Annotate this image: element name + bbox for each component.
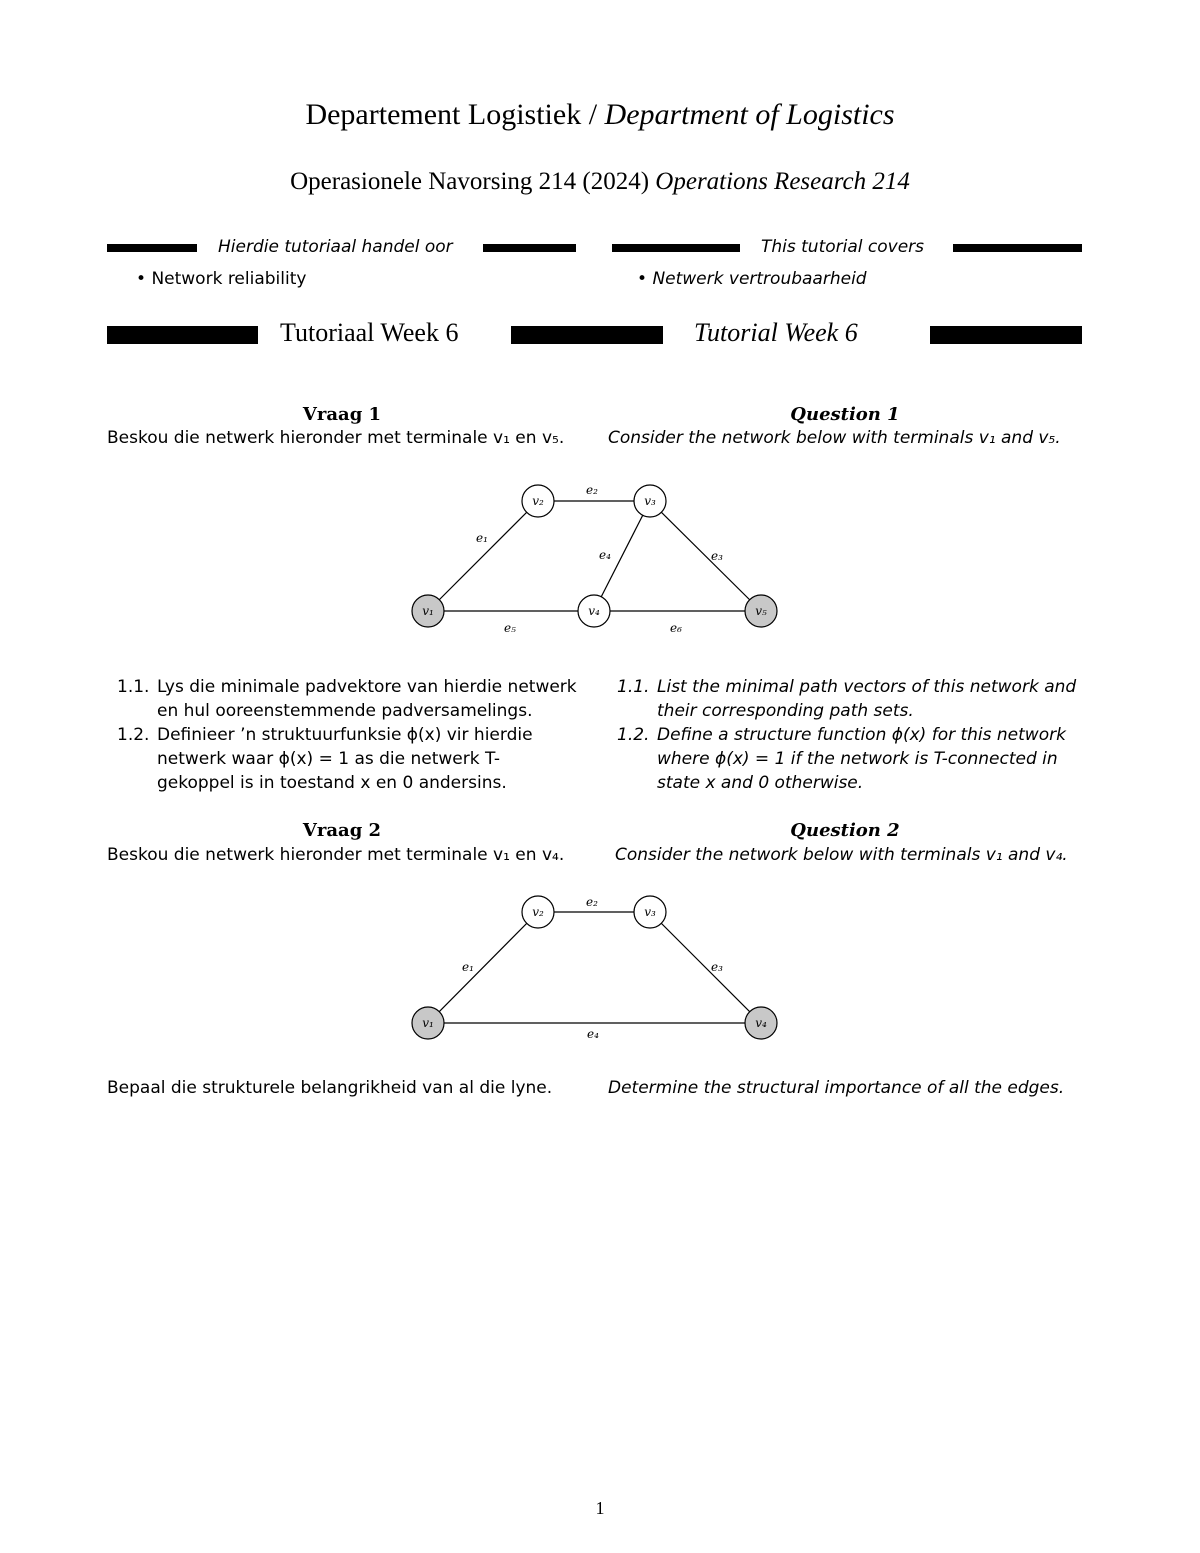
item-number: 1.1. [617,677,650,697]
list-item [107,723,577,795]
question1-items-af [107,675,577,795]
question2-heading-af: Vraag 2 [302,820,382,841]
edge-label-e3: e₃ [711,960,723,974]
list-item [107,675,577,723]
item-number: 1.1. [117,677,150,697]
item-number: 1.2. [617,725,650,745]
edge-label-e1: e₁ [462,960,474,974]
node-label-v4: v₄ [755,1016,767,1030]
list-item [607,723,1081,795]
edge-label-e4: e₄ [587,1027,599,1041]
item-text: Define a structure function ϕ(x) for this network where ϕ(x) = 1 if the network is T-connected in state x and 0 otherwise. [657,725,1066,793]
question1-text-en: Consider the network below with terminals v₁ and v₅. [608,428,1061,448]
title-en: Department of Logistics [604,98,895,131]
topic-bullet-right [637,269,867,289]
question2-text-en: Consider the network below with terminals v₁ and v₄. [615,845,1068,865]
divider-bar [107,326,258,344]
page-number: 1 [595,1498,605,1518]
network-diagram-1 [380,470,820,650]
question2-heading-en: Question 2 [790,820,900,841]
divider-bar [107,244,197,252]
title-af: Departement Logistiek / [305,98,598,131]
divider-bar [511,326,663,344]
bullet-icon: • [637,269,648,289]
node-label-v2: v₂ [532,494,544,508]
edge-label-e6: e₆ [670,621,682,635]
item-text: List the minimal path vectors of this network and their corresponding path sets. [657,677,1077,721]
node-label-v4: v₄ [588,604,600,618]
edge-e1 [428,912,538,1023]
edge-label-e5: e₅ [504,621,516,635]
question1-heading-af: Vraag 1 [302,404,382,425]
node-label-v5: v₅ [755,604,767,618]
item-text: Definieer ’n struktuurfunksie ϕ(x) vir hierdie netwerk waar ϕ(x) = 1 as die netwerk T-gekoppel is in toestand x en 0 andersins. [157,725,533,793]
covers-label-af: Hierdie tutoriaal handel oor [218,237,453,257]
edge-e1 [428,501,538,611]
edge-e3 [650,912,761,1023]
question2-text-af: Beskou die netwerk hieronder met terminale v₁ en v₄. [107,845,565,865]
divider-bar [612,244,740,252]
network-diagram-2 [380,880,820,1060]
subtitle-en: Operations Research 214 [655,168,910,195]
edge-e3 [650,501,761,611]
item-number: 1.2. [117,725,150,745]
list-item [607,675,1081,723]
question1-heading-en: Question 1 [790,404,900,425]
edge-label-e4: e₄ [599,548,611,562]
bullet-icon: • [136,269,147,289]
week-title-en: Tutorial Week 6 [694,318,858,347]
edge-label-e1: e₁ [476,531,488,545]
question1-text-af: Beskou die netwerk hieronder met terminale v₁ en v₅. [107,428,565,448]
divider-bar [483,244,576,252]
edge-label-e2: e₂ [586,483,598,497]
covers-label-en: This tutorial covers [761,237,925,257]
topic-text: Netwerk vertroubaarheid [652,269,867,289]
question1-items-en [607,675,1081,795]
week-title-af: Tutoriaal Week 6 [280,318,459,347]
item-text: Lys die minimale padvektore van hierdie netwerk en hul ooreenstemmende padversamelings. [157,677,577,721]
topic-text: Network reliability [151,269,307,289]
node-label-v3: v₃ [644,494,656,508]
page-title [0,98,1200,132]
page-subtitle [0,168,1200,196]
node-label-v2: v₂ [532,905,544,919]
edge-label-e2: e₂ [586,895,598,909]
question2-task-en: Determine the structural importance of all the edges. [608,1078,1065,1098]
node-label-v1: v₁ [422,604,434,618]
node-label-v1: v₁ [422,1016,434,1030]
divider-bar [953,244,1082,252]
topic-bullet-left [136,269,306,289]
question2-task-af: Bepaal die strukturele belangrikheid van al die lyne. [107,1078,553,1098]
divider-bar [930,326,1082,344]
subtitle-af: Operasionele Navorsing 214 (2024) [290,168,650,195]
edge-label-e3: e₃ [711,549,723,563]
node-label-v3: v₃ [644,905,656,919]
